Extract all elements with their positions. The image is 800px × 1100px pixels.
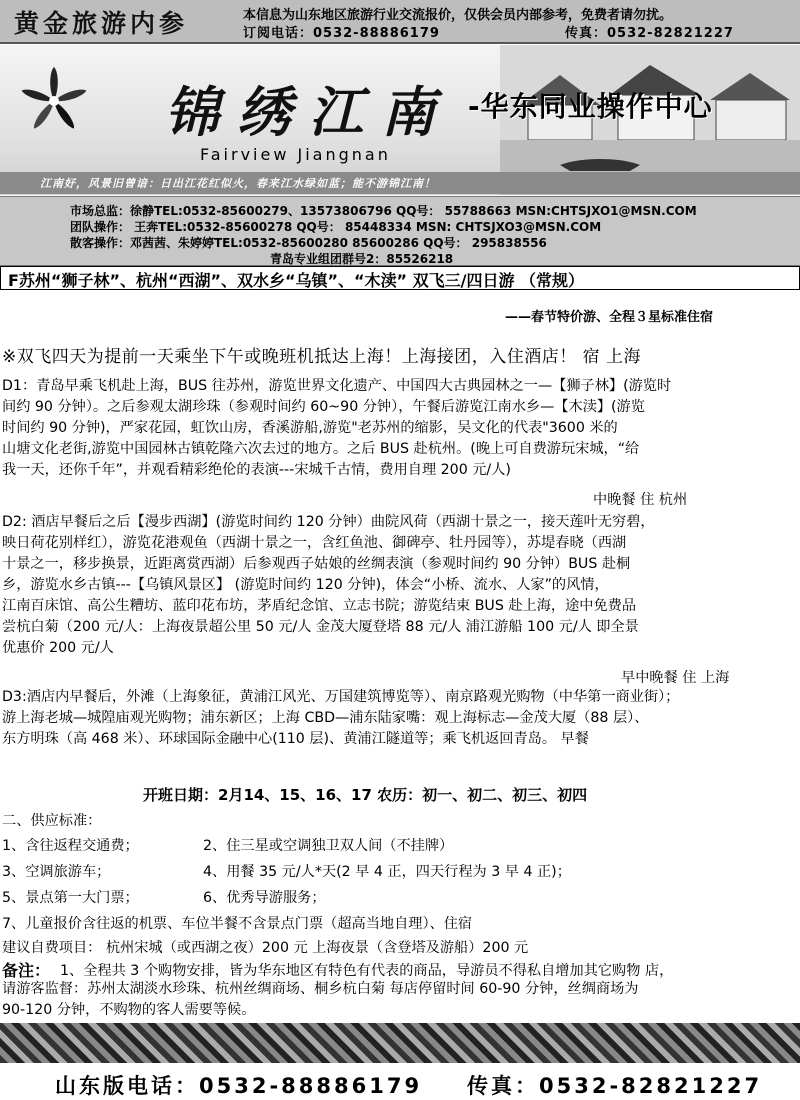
route-subtitle: ——春节特价游、全程３星标准住宿 — [505, 310, 714, 325]
itinerary-day2 — [2, 512, 798, 659]
standard-item: 2、住三星或空调独卫双人间（不挂牌） — [203, 838, 454, 854]
day2-line: 优惠价 200 元/人 — [2, 640, 114, 656]
day3-line: 游上海老城—城隍庙观光购物；浦东新区；上海 CBD—浦东陆家嘴：观上海标志—金茂大厦（88 层）、 — [2, 710, 649, 726]
standard-item: 6、优秀导游服务； — [203, 890, 326, 906]
route-title: F苏州“狮子林”、杭州“西湖”、双水乡“乌镇”、“木渎” 双飞三/四日游 （常规） — [8, 271, 585, 290]
member-notice: 本信息为山东地区旅游行业交流报价，仅供会员内部参考，免费者请勿扰。 — [243, 8, 673, 23]
day1-line: 我一天，还你千年”，并观看精彩绝伦的表演---宋城千古情，费用自理 200 元/人) — [2, 462, 511, 478]
day3-line: D3:酒店内早餐后，外滩（上海象征，黄浦江风光、万国建筑博览等）、南京路观光购物（中华第一商业街）； — [2, 689, 680, 705]
itinerary-day1 — [2, 376, 798, 481]
contact-individual-operation: 散客操作：邓茜茜、朱婷婷TEL:0532-85600280 85600286 QQ号： 295838556 — [70, 236, 547, 250]
standard-item: 7、儿童报价含往返的机票、车位半餐不含景点门票（超高当地自理）、住宿 — [2, 916, 473, 932]
route-intro: ※双飞四天为提前一天乘坐下午或晚班机抵达上海！上海接团，入住酒店！ 宿 上海 — [2, 347, 642, 367]
slogan: 江南好，风景旧曾谙：日出江花红似火，春来江水绿如蓝；能不游锦江南！ — [40, 177, 436, 190]
optional-items: 建议自费项目： 杭州宋城（或西湖之夜）200 元 上海夜景（含登塔及游船）200 元 — [2, 940, 529, 956]
contact-team-operation: 团队操作： 王奔TEL:0532-85600278 QQ号： 85448334 MSN: CHTSJXO3@MSN.COM — [70, 220, 602, 234]
operation-center-name: -华东同业操作中心 — [468, 90, 713, 123]
day3-line: 东方明珠（高 468 米）、环球国际金融中心(110 层)、黄浦江隧道等；乘飞机返回青岛。 早餐 — [2, 731, 589, 747]
footer-phone: 山东版电话：0532-88886179 — [55, 1074, 423, 1098]
footer-fax: 传真：0532-82821227 — [467, 1074, 763, 1098]
decorative-pattern-band — [0, 1023, 800, 1063]
contact-group-number: 青岛专业组团群号2：85526218 — [270, 252, 454, 266]
note-line: 1、全程共 3 个购物安排，皆为华东地区有特色有代表的商品，导游员不得私自增加其它购物 店， — [60, 963, 674, 979]
brand-calligraphy: 锦绣江南 — [165, 80, 453, 144]
note-line: 请游客监督：苏州太湖淡水珍珠、杭州丝绸商场、桐乡杭白菊 每店停留时间 60-90 分钟，丝绸商场为 — [2, 981, 639, 997]
standard-item: 3、空调旅游车； — [2, 864, 111, 880]
day1-line: 时间约 90 分钟)，严家花园，虹饮山房，香溪游船,游览"老苏州的缩影，吴文化的代表"3600 米的 — [2, 420, 618, 436]
day1-line: D1：青岛早乘飞机赴上海，BUS 往苏州，游览世界文化遗产、中国四大古典园林之一—【狮子林】(游览时 — [2, 378, 672, 394]
day2-meals: 早中晚餐 住 上海 — [621, 670, 730, 686]
standard-item: 1、含往返程交通费； — [2, 838, 139, 854]
day1-line: 间约 90 分钟）。之后参观太湖珍珠（参观时间约 60~90 分钟），午餐后游览江南水乡—【木渎】(游览 — [2, 399, 645, 415]
standard-item: 4、用餐 35 元/人*天(2 早 4 正，四天行程为 3 早 4 正)； — [203, 864, 571, 880]
order-phone: 订阅电话：0532-88886179 — [243, 26, 440, 41]
day2-line: 江南百床馆、高公生糟坊、蓝印花布坊，茅盾纪念馆、立志书院；游览结束 BUS 赴上海，途中免费品 — [2, 598, 637, 614]
itinerary-day3 — [2, 687, 798, 750]
day2-line: 乡，游览水乡古镇---【乌镇风景区】 (游览时间约 120 分钟)，体会“小桥、流水、人家”的风情， — [2, 577, 609, 593]
day1-line: 山塘文化老街,游览中国园林古镇乾隆六次去过的地方。之后 BUS 赴杭州。(晚上可自费游玩宋城，“给 — [2, 441, 640, 457]
standards-heading: 二、供应标准： — [2, 813, 102, 829]
notes-body — [2, 979, 638, 1021]
day2-line: 尝杭白菊（200 元/人：上海夜景超公里 50 元/人 金茂大厦登塔 88 元/人 浦江游船 100 元/人 即全景 — [2, 619, 639, 635]
brand-title: 黄金旅游内参 — [14, 9, 189, 38]
day2-line: D2: 酒店早餐后之后【漫步西湖】(游览时间约 120 分钟）曲院风荷（西湖十景之一，接天莲叶无穷碧， — [2, 514, 655, 530]
notes-label: 备注： — [2, 961, 51, 980]
brand-english: Fairview Jiangnan — [200, 145, 391, 164]
note-line: 90-120 分钟，不购物的客人需要等候。 — [2, 1002, 256, 1018]
header-fax: 传真：0532-82821227 — [565, 26, 734, 41]
day1-meals: 中晚餐 住 杭州 — [593, 492, 688, 508]
flower-logo-icon — [18, 65, 90, 137]
contact-market-director: 市场总监：徐静TEL:0532-85600279、13573806796 QQ号： 55788663 MSN:CHTSJXO1@MSN.COM — [70, 204, 697, 218]
departure-dates: 开班日期：2月14、15、16、17 农历：初一、初二、初三、初四 — [143, 786, 588, 804]
day2-line: 十景之一，移步换景，近距离赏西湖）后参观西子姑娘的丝绸表演（参观时间约 90 分钟）BUS 赴桐 — [2, 556, 631, 572]
day2-line: 映日荷花别样红），游览花港观鱼（西湖十景之一，含红鱼池、御碑亭、牡丹园等），苏堤春晓（西湖 — [2, 535, 627, 551]
standard-item: 5、景点第一大门票； — [2, 890, 139, 906]
